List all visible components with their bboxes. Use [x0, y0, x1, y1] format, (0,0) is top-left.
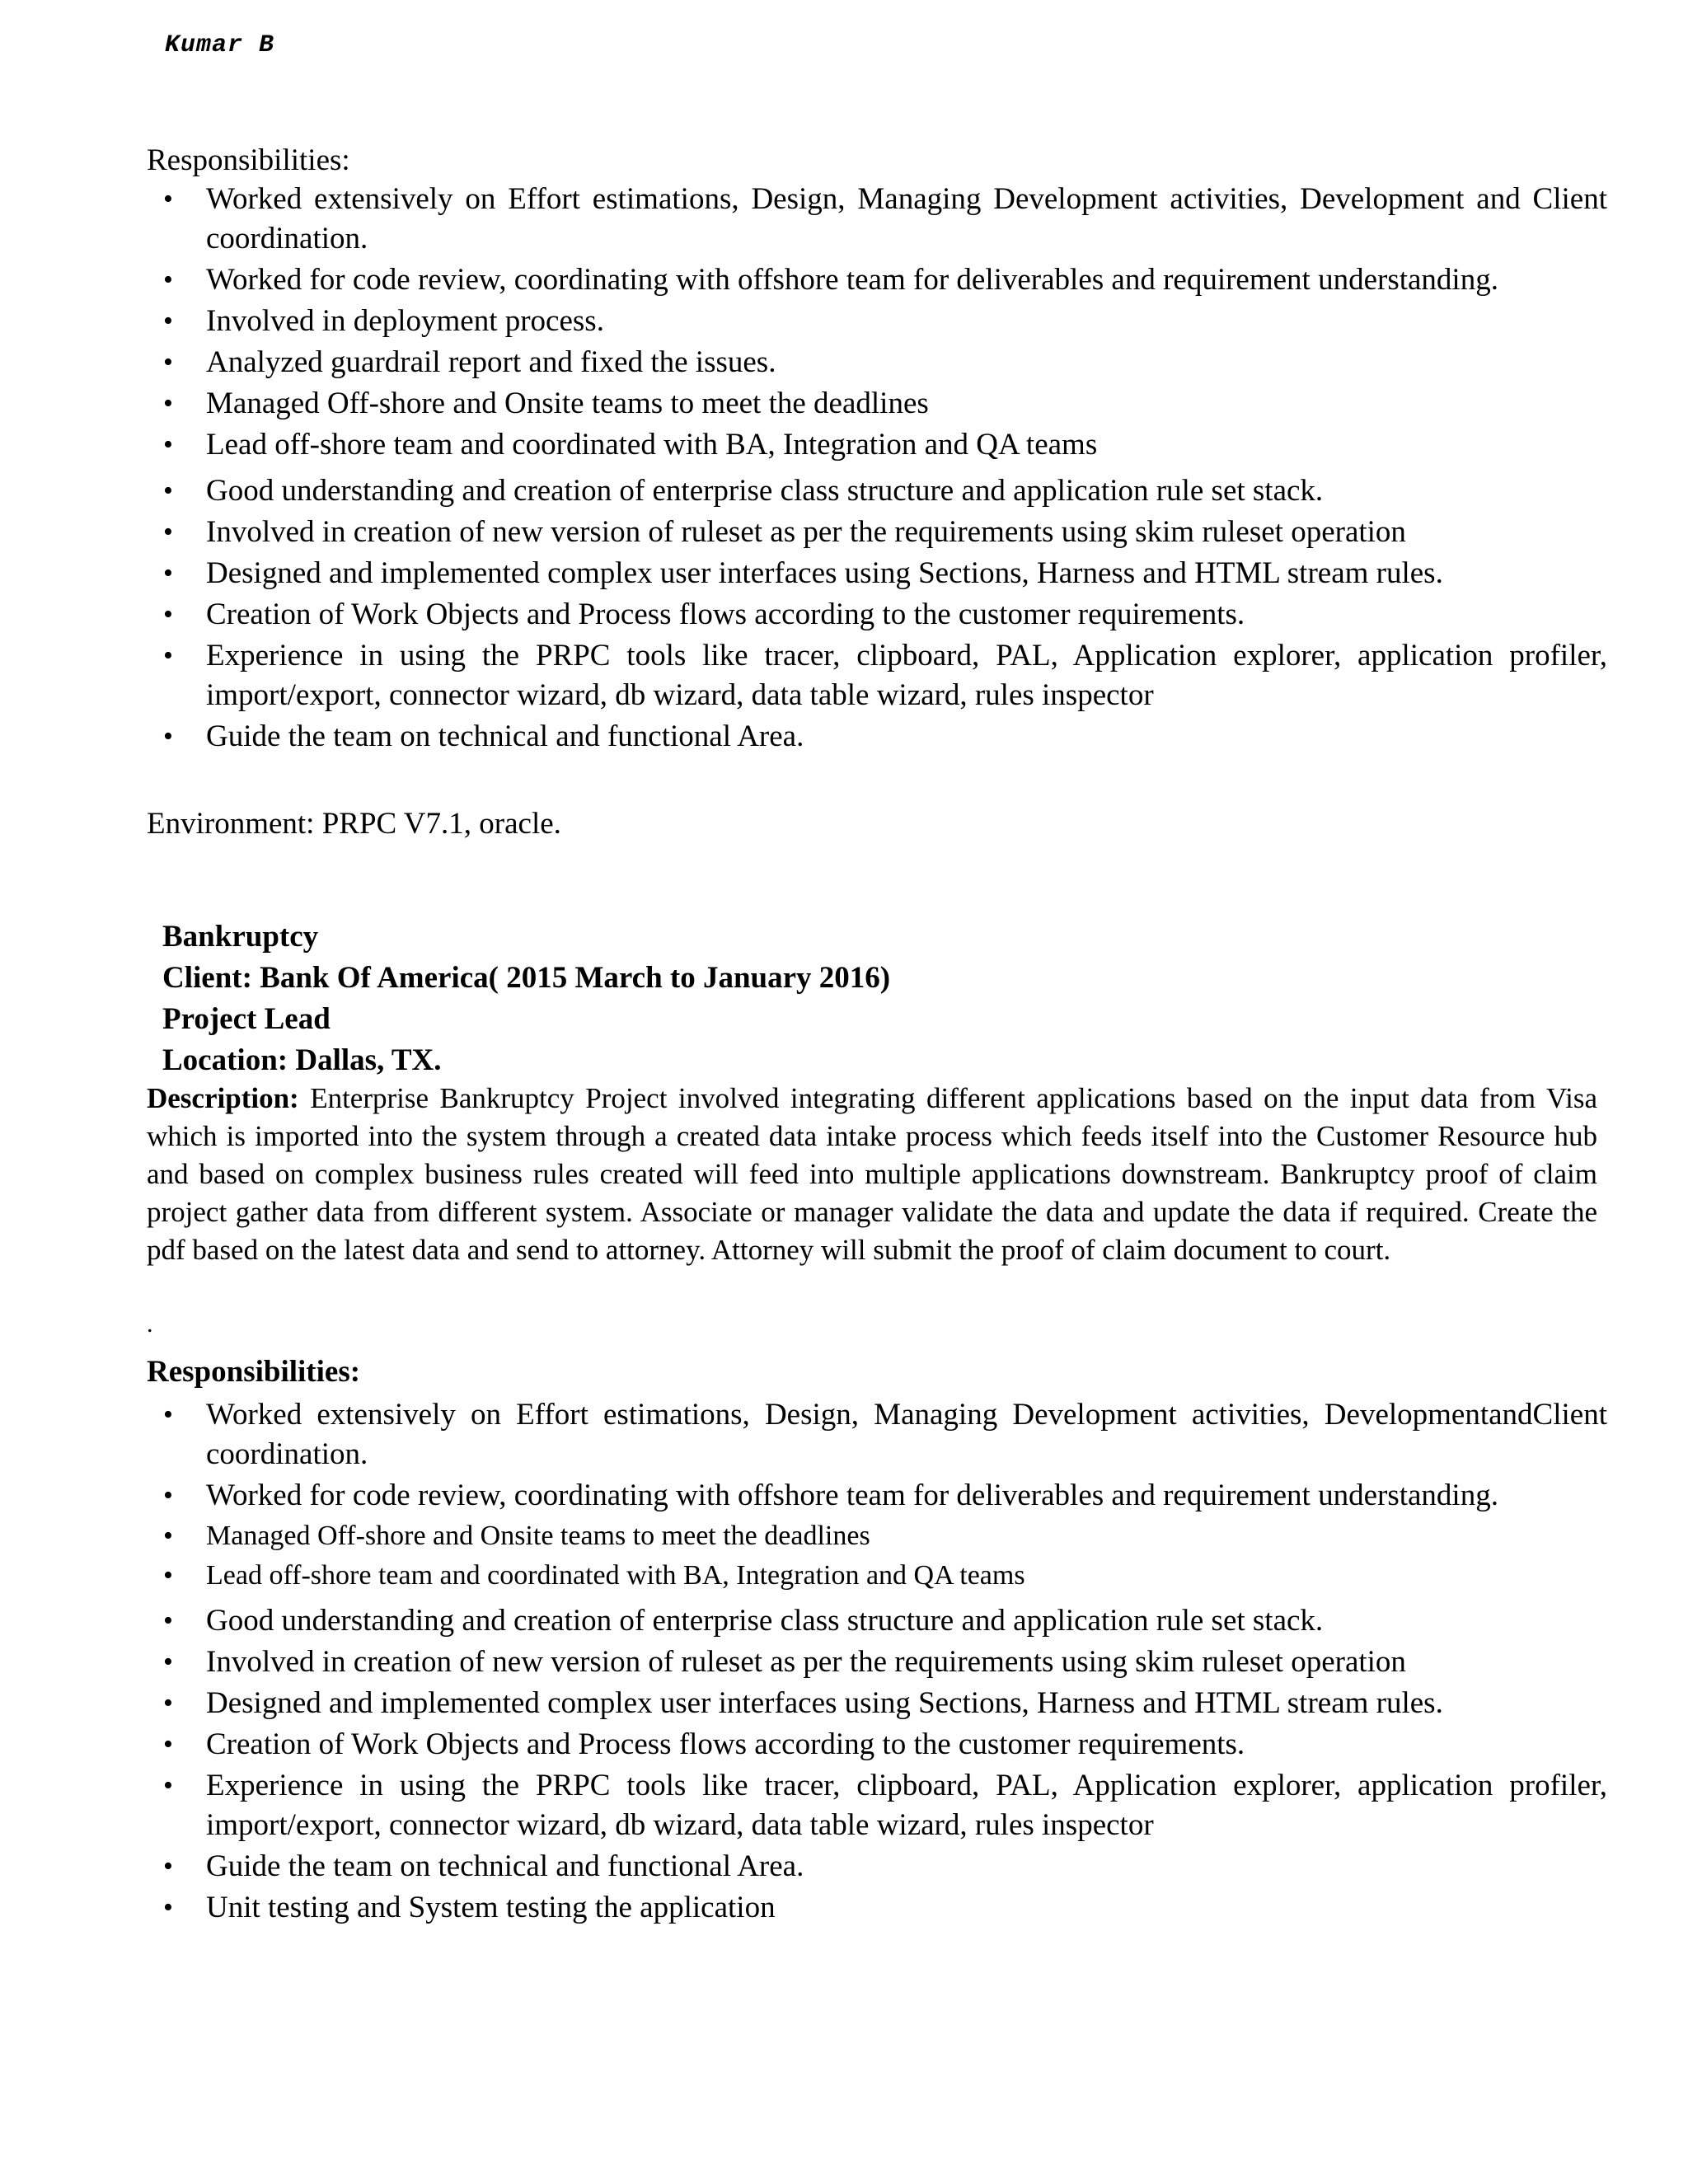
list-item: • Involved in deployment process. — [206, 302, 1607, 341]
project-client: Client: Bank Of America( 2015 March to January 2016) — [162, 961, 891, 995]
project-header — [162, 916, 890, 1081]
page-header-name: Kumar B — [165, 31, 275, 59]
project-location: Location: Dallas, TX. — [162, 1043, 442, 1077]
list-item: • Analyzed guardrail report and fixed the issues. — [206, 343, 1607, 382]
list-item: • Guide the team on technical and functional Area. — [206, 1847, 1607, 1886]
list-item: • Managed Off-shore and Onsite teams to meet the deadlines — [206, 384, 1607, 424]
list-item: • Worked extensively on Effort estimations, Design, Managing Development activities, DevelopmentandClient coordination. — [206, 1395, 1607, 1474]
description-text: Enterprise Bankruptcy Project involved integrating different applications based on the input data from Visa which is imported into the system through a created data intake process which feeds itself into the Customer Resource hub and based on complex business rules created will feed into multiple applications downstream. Bankruptcy proof of claim project gather data from different system. Associate or manager validate the data and update the data if required. Create the pdf based on the latest data and send to attorney. Attorney will submit the proof of claim document to court. — [147, 1082, 1597, 1266]
list-item: • Designed and implemented complex user interfaces using Sections, Harness and HTML stream rules. — [206, 1684, 1607, 1723]
list-item: • Creation of Work Objects and Process flows according to the customer requirements. — [206, 1725, 1607, 1765]
project-description — [147, 1080, 1597, 1269]
list-item: • Worked for code review, coordinating with offshore team for deliverables and requirement understanding. — [206, 1476, 1607, 1516]
description-label: Description: — [147, 1082, 299, 1114]
list-item: • Lead off-shore team and coordinated with BA, Integration and QA teams — [206, 1557, 1607, 1595]
stray-dot: . — [147, 1310, 153, 1338]
responsibilities-list-1 — [206, 180, 1607, 758]
list-item: • Experience in using the PRPC tools like tracer, clipboard, PAL, Application explorer, application profiler, import/export, connector wizard, db wizard, data table wizard, rules inspector — [206, 636, 1607, 715]
list-item: • Managed Off-shore and Onsite teams to meet the deadlines — [206, 1517, 1607, 1555]
responsibilities-list-2 — [206, 1395, 1607, 1929]
list-item: • Designed and implemented complex user interfaces using Sections, Harness and HTML stream rules. — [206, 554, 1607, 593]
list-item: • Unit testing and System testing the application — [206, 1888, 1607, 1928]
list-item: • Experience in using the PRPC tools like tracer, clipboard, PAL, Application explorer, application profiler, import/export, connector wizard, db wizard, data table wizard, rules inspector — [206, 1766, 1607, 1845]
list-item: • Creation of Work Objects and Process flows according to the customer requirements. — [206, 595, 1607, 635]
list-item: • Good understanding and creation of enterprise class structure and application rule set stack. — [206, 471, 1607, 511]
list-item: • Worked for code review, coordinating with offshore team for deliverables and requirement understanding. — [206, 260, 1607, 300]
list-item: • Involved in creation of new version of ruleset as per the requirements using skim ruleset operation — [206, 513, 1607, 552]
list-item: • Good understanding and creation of enterprise class structure and application rule set stack. — [206, 1601, 1607, 1641]
list-item: • Involved in creation of new version of ruleset as per the requirements using skim ruleset operation — [206, 1643, 1607, 1682]
list-item: • Lead off-shore team and coordinated with BA, Integration and QA teams — [206, 425, 1607, 465]
list-item: • Worked extensively on Effort estimations, Design, Managing Development activities, Development and Client coordination. — [206, 180, 1607, 259]
project-responsibilities-heading: Responsibilities: — [147, 1355, 361, 1389]
project-role: Project Lead — [162, 1002, 331, 1036]
project-name: Bankruptcy — [162, 920, 319, 954]
environment-line: Environment: PRPC V7.1, oracle. — [147, 807, 561, 841]
list-item: • Guide the team on technical and functional Area. — [206, 717, 1607, 757]
responsibilities-heading: Responsibilities: — [147, 143, 350, 177]
